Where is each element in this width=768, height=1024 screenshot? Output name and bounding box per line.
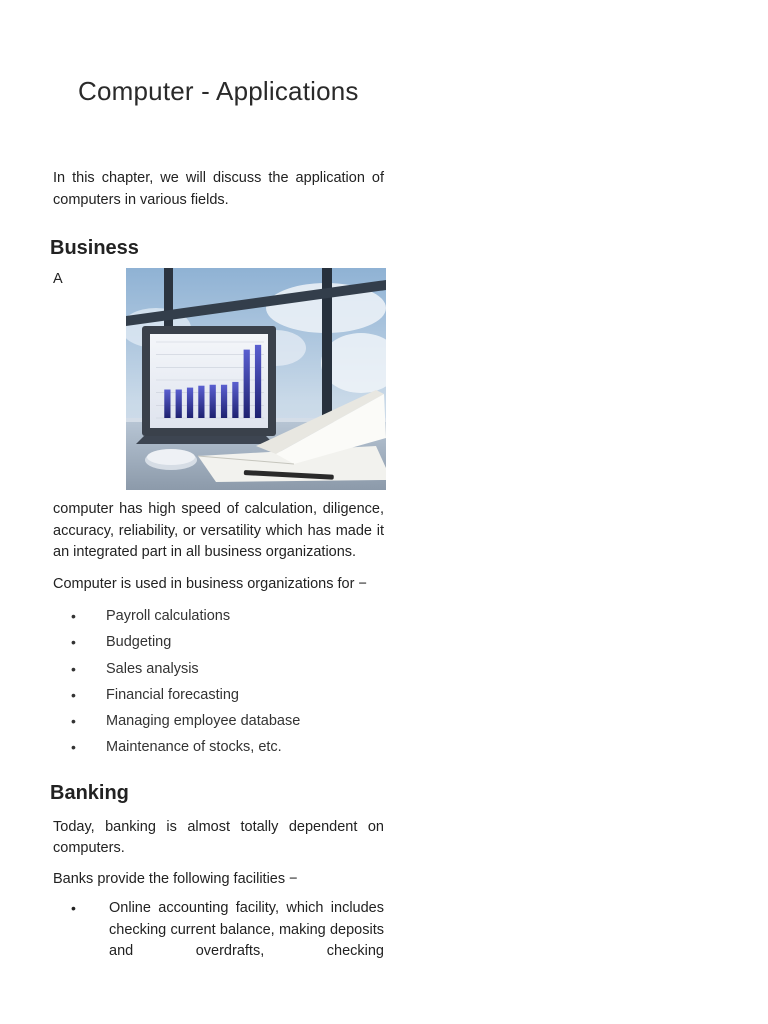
banking-intro: Today, banking is almost totally dependent on computers. [53,818,384,857]
list-item [53,734,384,760]
business-usage-intro: Computer is used in business organizations for − [53,575,367,592]
screen-chart-bar [221,385,227,418]
list-item [53,656,384,682]
business-uses-list [53,603,384,761]
bullet-icon: • [71,900,76,917]
list-item-text: Payroll calculations [106,608,231,624]
intro-paragraph: In this chapter, we will discuss the application of computers in various fields. [53,170,384,208]
screen-chart-bar [176,390,182,419]
bullet-icon: • [71,713,76,730]
banking-heading: Banking [50,781,129,804]
screen-chart-bar [198,386,204,418]
business-heading: Business [50,237,139,259]
business-laptop-photo [126,268,386,490]
business-lead-word: A [53,271,63,287]
bullet-icon: • [71,608,76,624]
screen-chart-bar [187,388,193,418]
business-paragraph: computer has high speed of calculation, diligence, accuracy, reliability, or versatility which has made it an integrated part in all business organizations. [53,501,384,560]
screen-chart-bar [255,345,261,418]
list-item-text: Budgeting [106,634,172,651]
list-item [53,708,384,734]
list-item [53,898,384,963]
article-body [50,168,384,963]
screen-chart-bar [244,350,250,418]
list-item-text: Maintenance of stocks, etc. [106,739,282,756]
screen-chart-bar [232,382,238,418]
screen-chart-bar [210,385,216,418]
list-item-text: Online accounting facility, which includes checking current balance, making deposits and overdrafts, checking [109,900,384,960]
page-title: Computer - Applications [78,76,359,106]
laptop-desk-illustration [126,268,386,490]
list-item-text: Financial forecasting [106,686,239,703]
banking-facilities-intro: Banks provide the following facilities − [53,870,298,887]
bullet-icon: • [71,660,76,677]
list-item [53,603,384,629]
banking-facilities-list [53,898,384,963]
business-figure-row [53,269,384,499]
bullet-icon: • [71,739,76,756]
bullet-icon: • [71,686,76,703]
list-item-text: Managing employee database [106,713,301,730]
list-item [53,629,384,655]
list-item-text: Sales analysis [106,660,199,677]
screen-chart-bar [164,390,170,419]
list-item [53,682,384,708]
bullet-icon: • [71,634,76,651]
